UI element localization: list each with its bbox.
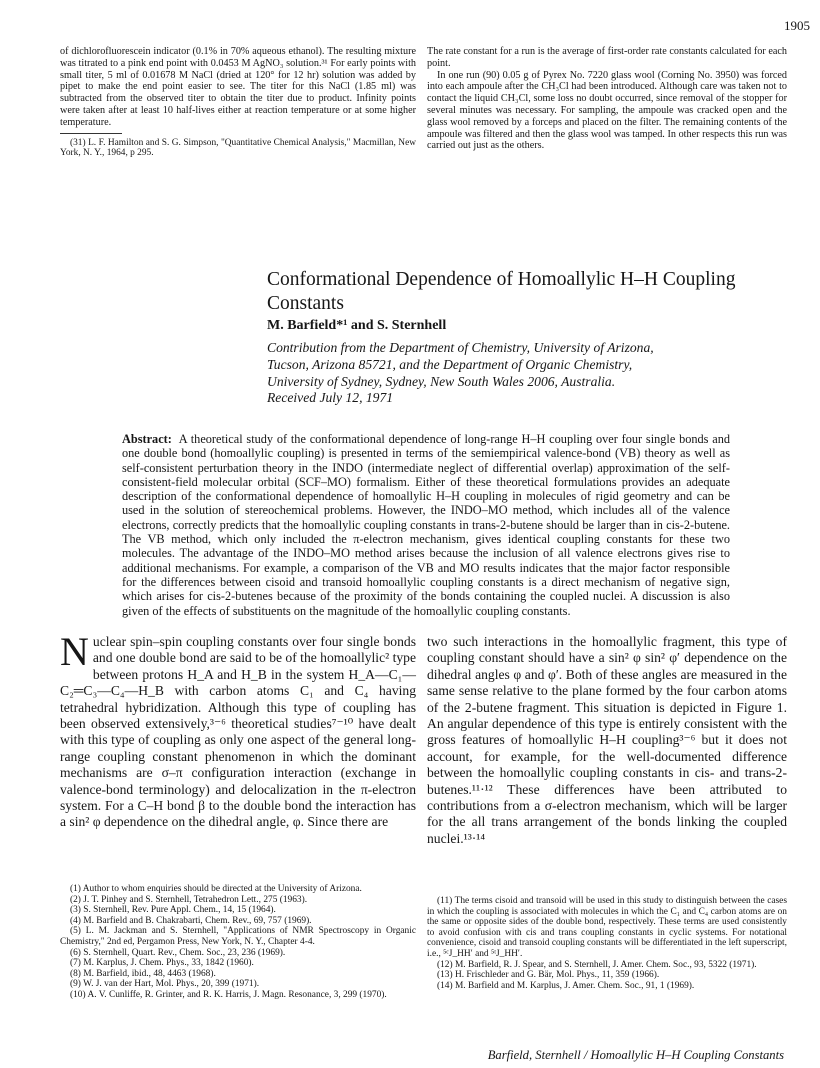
- footnotes-right: [427, 896, 787, 991]
- experimental-paragraph: of dichlorofluorescein indicator (0.1% in 70% aqueous ethanol). The resulting mixture was titrated to a pink end point with 0.0453 M AgNO₃ solution.³¹ For early points with small titer, 5 ml of 0.01678 M NaCl (dried at 120° for 12 hr) solution was added by pipet to make the end point easier to see. The titer for this NaCl (1.85 ml) was subtracted from the observed titer to obtain the titer due to product. Infinity points were taken after at least 10 half-lives either at reaction temperature or at some higher temperature.: [60, 46, 416, 128]
- glass-wool-paragraph: In one run (90) 0.05 g of Pyrex No. 7220 glass wool (Corning No. 3950) was forced into each ampoule after the CH₃Cl had been introduced. Although care was taken not to contact the liquid CH₃Cl, some loss no doubt occurred, since removal of the stopper for several minutes was necessary. For sampling, the ampoule was cracked open and the glass wool removed by a forceps and placed on the filter. The remaining contents of the ampoule was filtered and then the glass wool was tamped. In other respects this run was carried out just as the others.: [427, 69, 787, 152]
- footnote-31: (31) L. F. Hamilton and S. G. Simpson, "Quantitative Chemical Analysis," Macmillan, New York, N. Y., 1964, p 295.: [60, 137, 416, 159]
- footnote-8: (8) M. Barfield, ibid., 48, 4463 (1968).: [70, 968, 216, 979]
- footnotes-left: [60, 884, 416, 1001]
- affiliation-line: Contribution from the Department of Chemistry, University of Arizona,: [267, 340, 654, 355]
- footnote-4: (4) M. Barfield and B. Chakrabarti, Chem. Rev., 69, 757 (1969).: [70, 915, 312, 926]
- footnote-11: (11) The terms cisoid and transoid will be used in this study to distinguish between the cases in which the coupling is associated with molecules in which the C₁ and C₄ carbon atoms are on the same or opposite sides of the double bond, respectively. These terms are used consistently to avoid confusion with cis and trans coupling constants in cyclic systems. For notational convenience, cisoid and transoid coupling constants will be differentiated in the left superscript, i.e., ⁵ᶜJ_HH′ and ⁵ᵗJ_HH′.: [427, 896, 787, 959]
- footnote-14: (14) M. Barfield and M. Karplus, J. Amer. Chem. Soc., 91, 1 (1969).: [437, 980, 695, 991]
- received-date: Received July 12, 1971: [267, 390, 394, 406]
- abstract: [122, 432, 730, 618]
- footnote-7: (7) M. Karplus, J. Chem. Phys., 33, 1842 (1960).: [70, 958, 254, 969]
- intro-text-right: two such interactions in the homoallylic fragment, this type of coupling constant should have a sin² φ sin² φ′ dependence on the dihedral angles φ and φ′. Both of these angles are measured in the same sense relative to the plane formed by the four carbon atoms of the 2-butene fragment. This situation is depicted in Figure 1. An angular dependence of this type is entirely consistent with the gross features of homoallylic H–H coupling³⁻⁶ but it does not account, for example, for the well-documented difference between the homoallylic coupling constants in cis- and trans-2-butenes.¹¹·¹² These differences have been attributed to contributions from a σ-electron mechanism, which will be larger for the all trans arrangement of the bonds linking the coupled nuclei.¹³·¹⁴: [427, 634, 787, 846]
- page-number: 1905: [784, 18, 810, 33]
- footnote-5: (5) L. M. Jackman and S. Sternhell, "Applications of NMR Spectroscopy in Organic Chemistry," 2nd ed, Pergamon Press, New York, N. Y., Chapter 4-4.: [60, 926, 416, 947]
- body-left-column: [60, 629, 416, 831]
- footnote-13: (13) H. Frischleder and G. Bär, Mol. Phys., 11, 359 (1966).: [437, 970, 660, 981]
- article-authors: M. Barfield*¹ and S. Sternhell: [267, 318, 447, 333]
- affiliation-line: Tucson, Arizona 85721, and the Department of Organic Chemistry,: [267, 356, 633, 372]
- previous-article-right-column: [427, 46, 787, 152]
- running-footer: Barfield, Sternhell / Homoallylic H–H Coupling Constants: [487, 1048, 784, 1062]
- footnote-12: (12) M. Barfield, R. J. Spear, and S. Sternhell, J. Amer. Chem. Soc., 93, 5322 (1971).: [437, 959, 757, 970]
- footnote-9: (9) W. J. van der Hart, Mol. Phys., 20, 399 (1971).: [70, 979, 260, 990]
- abstract-label: Abstract:: [122, 432, 172, 446]
- article-title: Conformational Dependence of Homoallylic H–H Coupling Constants: [267, 269, 736, 314]
- footnote-3: (3) S. Sternhell, Rev. Pure Appl. Chem., 14, 15 (1964).: [70, 905, 276, 916]
- affiliation-line: University of Sydney, Sydney, New South Wales 2006, Australia.: [267, 373, 616, 389]
- rate-constant-paragraph: The rate constant for a run is the average of first-order rate constants calculated for each point.: [427, 46, 787, 69]
- footnote-2: (2) J. T. Pinhey and S. Sternhell, Tetrahedron Lett., 275 (1963).: [70, 894, 308, 905]
- footnote-10: (10) A. V. Cunliffe, R. Grinter, and R. K. Harris, J. Magn. Resonance, 3, 299 (1970).: [70, 989, 387, 1000]
- footnote-6: (6) S. Sternhell, Quart. Rev., Chem. Soc., 23, 236 (1969).: [70, 947, 286, 958]
- footnote-rule: [60, 133, 122, 134]
- abstract-text: A theoretical study of the conformational dependence of long-range H–H coupling over four single bonds and one double bond (homoallylic coupling) is presented in terms of the semiempirical valence-bond (VB) theory as well as self-consistent perturbation theory in the INDO (intermediate neglect of differential overlap) approximation of the self-consistent-field molecular orbital (SCF–MO) formalism. Either of these theoretical formulations provides an adequate description of the conformational dependence of homoallylic H–H coupling in molecules of rigid geometry and can be used in the solution of stereochemical problems. However, the INDO–MO method, which includes all of the valence electrons, correctly predicts that the homoallylic coupling constants in trans-2-butene should be larger than in cis-2-butene. The VB method, which only included the π-electron mechanism, gives identical coupling constants for these two molecules. The advantage of the INDO–MO method arises because the inclusion of all valence electrons gives rise to additional mechanisms. For example, a comparison of the VB and MO results indicates that the major factor responsible for the differences between cisoid and transoid homoallylic coupling constants is a direct mechanism of negative sign, which arises for cis-2-butenes because of the proximity of the bonds containing the coupled nuclei. A discussion is also given of the effects of substituents on the magnitude of the homoallylic coupling constants.: [122, 432, 730, 618]
- intro-text-left: uclear spin–spin coupling constants over four single bonds and one double bond are said to be of the homoallylic² type between protons H_A and H_B in the system H_A—C₁—C₂═C₃—C₄—H_B with carbon atoms C₁ and C₄ having tetrahedral hybridization. Although this type of coupling has been observed extensively,³⁻⁶ theoretical studies⁷⁻¹⁰ have dealt with this type of coupling as only one aspect of the general long-range coupling constant phenomenon in which the dominant mechanisms are σ–π configuration interaction (exchange in valence-bond terminology) and delocalization in the π-electron system. For a C–H bond β to the double bond the interaction has a sin² φ dependence on the dihedral angle, φ. Since there are: [60, 634, 416, 830]
- affiliation: [267, 340, 787, 407]
- previous-article-left-column: [60, 46, 416, 159]
- footnote-1: (1) Author to whom enquiries should be directed at the University of Arizona.: [70, 884, 362, 894]
- body-right-column: [427, 634, 787, 847]
- drop-cap: N: [60, 629, 89, 674]
